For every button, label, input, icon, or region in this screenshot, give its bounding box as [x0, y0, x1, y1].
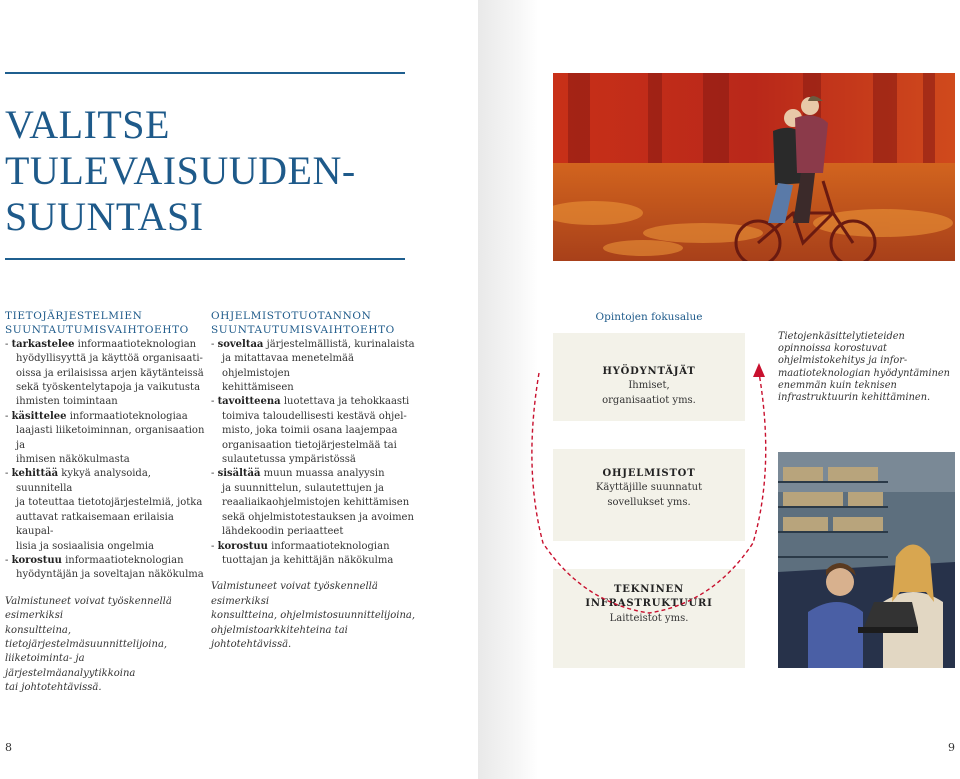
- bullet-text: järjestelmällistä, kurinalaista ja mitattavaa menetelmää ohjelmistojen kehittämiseen: [222, 338, 415, 394]
- bullet-keyword: korostuu: [217, 540, 268, 552]
- bullet-keyword: kehittää: [11, 468, 59, 480]
- list-item: - käsittelee informaatioteknologiaa laajasti liiketoiminnan, organisaation ja ihmisen näkökulmasta: [5, 410, 205, 466]
- page-title: [5, 102, 405, 240]
- bullet-text: informaatioteknologian hyödyntäjän ja soveltajan näkökulma: [16, 554, 204, 581]
- heading-line: SUUNTAUTUMISVAIHTOEHTO: [211, 324, 395, 337]
- list-item: - soveltaa järjestelmällistä, kurinalaista ja mitattavaa menetelmää ohjelmistojen kehittämiseen: [211, 338, 415, 394]
- list-item: - tarkastelee informaatioteknologian hyödyllisyyttä ja käyttöä organisaati- oissa ja erilaisissa arjen käytänteissä sekä työskentelytapoja ja vaikutusta ihmisten toimintaan: [5, 338, 204, 408]
- box-heading: HYÖDYNTÄJÄT: [602, 366, 696, 377]
- bullet-text: muun muassa analyysin ja suunnittelun, sulautettujen ja reaaliaikaohjelmistojen kehittämisen sekä ohjelmistotestauksen ja avoimen lähdekoodin periaatteet: [222, 468, 414, 538]
- title-line-2: TULEVAISUUDEN-: [5, 148, 356, 193]
- heading-line: TIETOJÄRJESTELMIEN: [5, 310, 143, 322]
- career-note: Valmistuneet voivat työskennellä esimerkiksi konsultteina, ohjelmistosuunnittelijoina, ohjelmistoarkkitehteina tai johtotehtävissä.: [211, 581, 416, 650]
- list-item: - kehittää kykyä analysoida, suunnitella ja toteuttaa tietotojärjestelmiä, jotka auttavat ratkaisemaan erilaisia kaupal- lisia ja sosiaalisia ongelmia: [5, 468, 203, 552]
- title-line-1: VALITSE: [5, 102, 170, 147]
- heading-line: OHJELMISTOTUOTANNON: [211, 310, 372, 322]
- list-item: - sisältää muun muassa analyysin ja suunnittelun, sulautettujen ja reaaliaikaohjelmistojen kehittämisen sekä ohjelmistotestauksen ja avoimen lähdekoodin periaatteet: [211, 468, 414, 538]
- side-quote: Tietojenkäsittelytieteiden opinnoissa korostuvat ohjelmistokehitys ja infor-maatioteknologian hyödyntäminen enemmän kuin teknisen infrastruktuurin kehittäminen.: [778, 331, 950, 404]
- bullet-text: informaatioteknologian hyödyllisyyttä ja käyttöä organisaati- oissa ja erilaisissa arjen käytänteissä sekä työskentelytapoja ja vaikutusta ihmisten toimintaan: [16, 338, 204, 408]
- column-heading: [211, 309, 421, 338]
- bullet-text: luotettava ja tehokkaasti toimiva taloudellisesti kestävä ohjel- misto, joka toimii osana laajempaa organisaation tietojärjestelmää tai sulautetussa ympäristössä: [222, 396, 410, 466]
- box-text: Käyttäjille suunnatut sovellukset yms.: [595, 482, 703, 508]
- page-number-left: 8: [5, 741, 12, 754]
- bullet-text: informaatioteknologian tuottajan ja kehittäjän näkökulma: [222, 540, 394, 566]
- list-item: - tavoitteena luotettava ja tehokkaasti toimiva taloudellisesti kestävä ohjel- misto, joka toimii osana laajempaa organisaation tietojärjestelmää tai sulautetussa ympäristössä: [211, 396, 410, 466]
- focus-area-title: Opintojen fokusalue: [595, 311, 703, 323]
- cyclists-photo: [553, 73, 955, 261]
- box-text: Laitteistot yms.: [609, 612, 689, 624]
- library-students-photo: [778, 452, 955, 668]
- column-tietojarjestelmat: [5, 309, 205, 696]
- bullet-keyword: tavoitteena: [217, 396, 281, 408]
- list-item: - korostuu informaatioteknologian hyödyntäjän ja soveltajan näkökulma: [5, 554, 204, 581]
- bullet-keyword: tarkastelee: [11, 338, 75, 350]
- bullet-text: informaatioteknologiaa laajasti liiketoiminnan, organisaation ja ihmisen näkökulmasta: [16, 410, 205, 466]
- title-top-rule: [5, 72, 405, 74]
- bullet-keyword: korostuu: [11, 554, 62, 566]
- heading-line: SUUNTAUTUMISVAIHTOEHTO: [5, 324, 189, 337]
- column-ohjelmistotuotanto: [211, 309, 421, 652]
- bullet-text: kykyä analysoida, suunnitella ja toteuttaa tietotojärjestelmiä, jotka auttavat ratkaisemaan erilaisia kaupal- lisia ja sosiaalisia ongelmia: [16, 468, 203, 552]
- bullet-keyword: soveltaa: [217, 338, 264, 350]
- bullet-list: [211, 338, 421, 569]
- box-heading: OHJELMISTOT: [602, 468, 696, 479]
- column-heading: [5, 309, 205, 338]
- page-gutter: [478, 0, 538, 779]
- focus-arc-arrow: [553, 333, 745, 633]
- career-note: Valmistuneet voivat työskennellä esimerkiksi konsultteina, tietojärjestelmäsuunnittelijoina, liiketoiminta- ja järjestelmäanalyytikkoina tai johtotehtävissä.: [5, 595, 172, 694]
- box-heading: TEKNINEN INFRASTRUKTUURI: [585, 584, 713, 610]
- box-text: Ihmiset, organisaatiot yms.: [602, 380, 696, 406]
- page-number-right: 9: [948, 741, 955, 754]
- bullet-list: [5, 338, 205, 583]
- title-bottom-rule: [5, 258, 405, 260]
- list-item: - korostuu informaatioteknologian tuottajan ja kehittäjän näkökulma: [211, 540, 394, 566]
- title-line-3: SUUNTASI: [5, 194, 204, 239]
- bullet-keyword: sisältää: [217, 468, 261, 480]
- bullet-keyword: käsittelee: [11, 410, 67, 422]
